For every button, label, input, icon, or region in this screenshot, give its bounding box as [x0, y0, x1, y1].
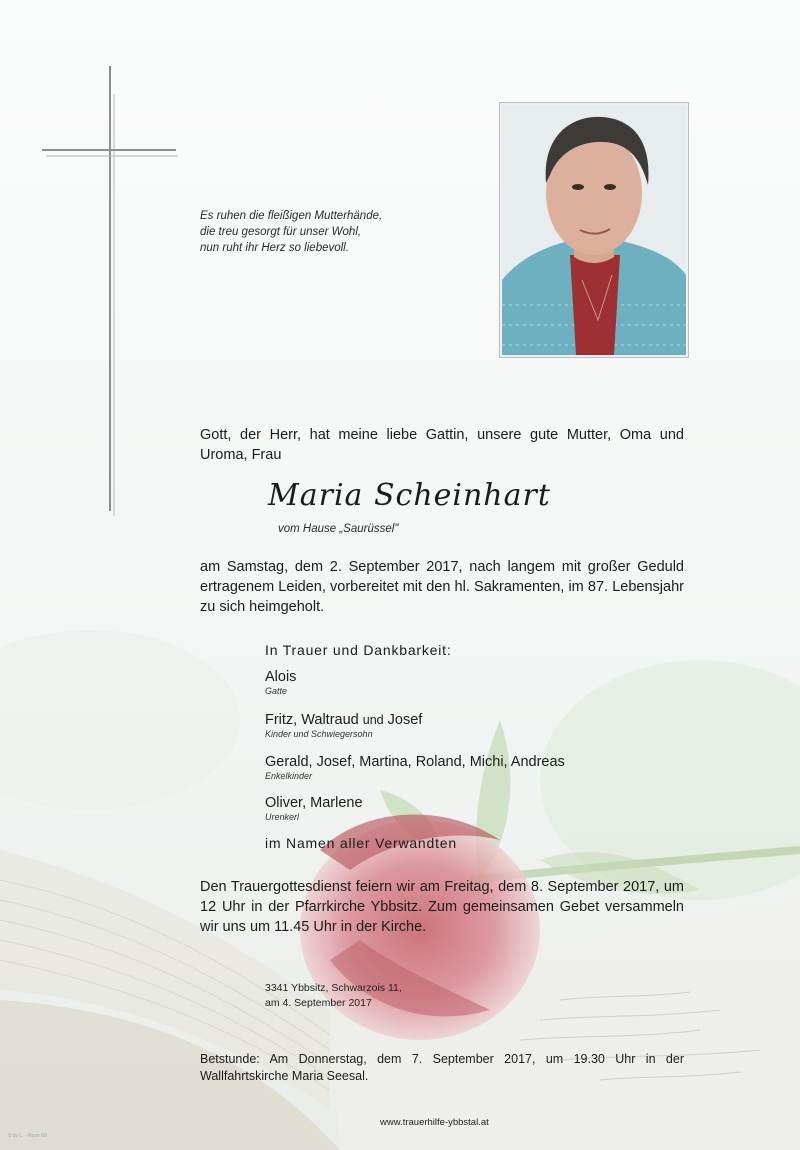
mourner-group [265, 753, 565, 782]
mourner-names: Oliver, Marlene [265, 795, 363, 811]
cross-icon [40, 66, 180, 516]
deceased-house-name: vom Hause „Saurüssel" [278, 523, 399, 535]
mourner-role: Kinder und Schwiegersohn [265, 729, 373, 739]
verse-line: Es ruhen die fleißigen Mutterhände, [200, 210, 383, 222]
deceased-name: Maria Scheinhart [268, 478, 551, 513]
memorial-verse [200, 208, 460, 256]
mourner-names-part: Josef [387, 712, 423, 728]
death-announcement: am Samstag, dem 2. September 2017, nach langem mit großer Geduld ertragenem Leiden, vorbereitet mit den hl. Sakramenten, im 87. Lebensjahr zu sich heimgeholt. [200, 559, 684, 615]
mourner-role: Enkelkinder [265, 771, 313, 781]
address-block [265, 981, 402, 1011]
portrait-photo [499, 102, 689, 358]
mourner-role: Urenkerl [265, 812, 300, 822]
address-date: am 4. September 2017 [265, 997, 372, 1009]
mourner-group [265, 668, 296, 697]
mourner-names: Gerald, Josef, Martina, Roland, Michi, Andreas [265, 754, 565, 770]
announcement-intro: Gott, der Herr, hat meine liebe Gattin, unsere gute Mutter, Oma und Uroma, Frau [200, 427, 684, 463]
mourner-names [265, 711, 422, 729]
mourner-names-part: Fritz, Waltraud [265, 712, 359, 728]
mourners-heading: In Trauer und Dankbarkeit: [265, 642, 452, 658]
printer-mark: S by L. - Rose 60 [8, 1133, 47, 1139]
prayer-hour-info: Betstunde: Am Donnerstag, dem 7. September 2017, um 19.30 Uhr in der Wallfahrtskirche Maria Seesal. [200, 1052, 684, 1083]
verse-line: nun ruht ihr Herz so liebevoll. [200, 242, 349, 254]
funeral-service-info: Den Trauergottesdienst feiern wir am Freitag, dem 8. September 2017, um 12 Uhr in der Pfarrkirche Ybbsitz. Zum gemeinsamen Gebet versammeln wir uns um 11.45 Uhr in der Kirche. [200, 879, 684, 935]
mourner-names: Alois [265, 669, 297, 685]
mourner-group [265, 711, 422, 740]
mourner-group [265, 794, 363, 823]
address-line: 3341 Ybbsitz, Schwarzois 11, [265, 982, 402, 994]
mourner-role: Gatte [265, 686, 288, 696]
mourners-footer: im Namen aller Verwandten [265, 835, 457, 851]
website-url: www.trauerhilfe-ybbstal.at [380, 1117, 489, 1128]
mourner-names-join: und [362, 713, 384, 727]
portrait-image [502, 105, 686, 355]
verse-line: die treu gesorgt für unser Wohl, [200, 226, 362, 238]
